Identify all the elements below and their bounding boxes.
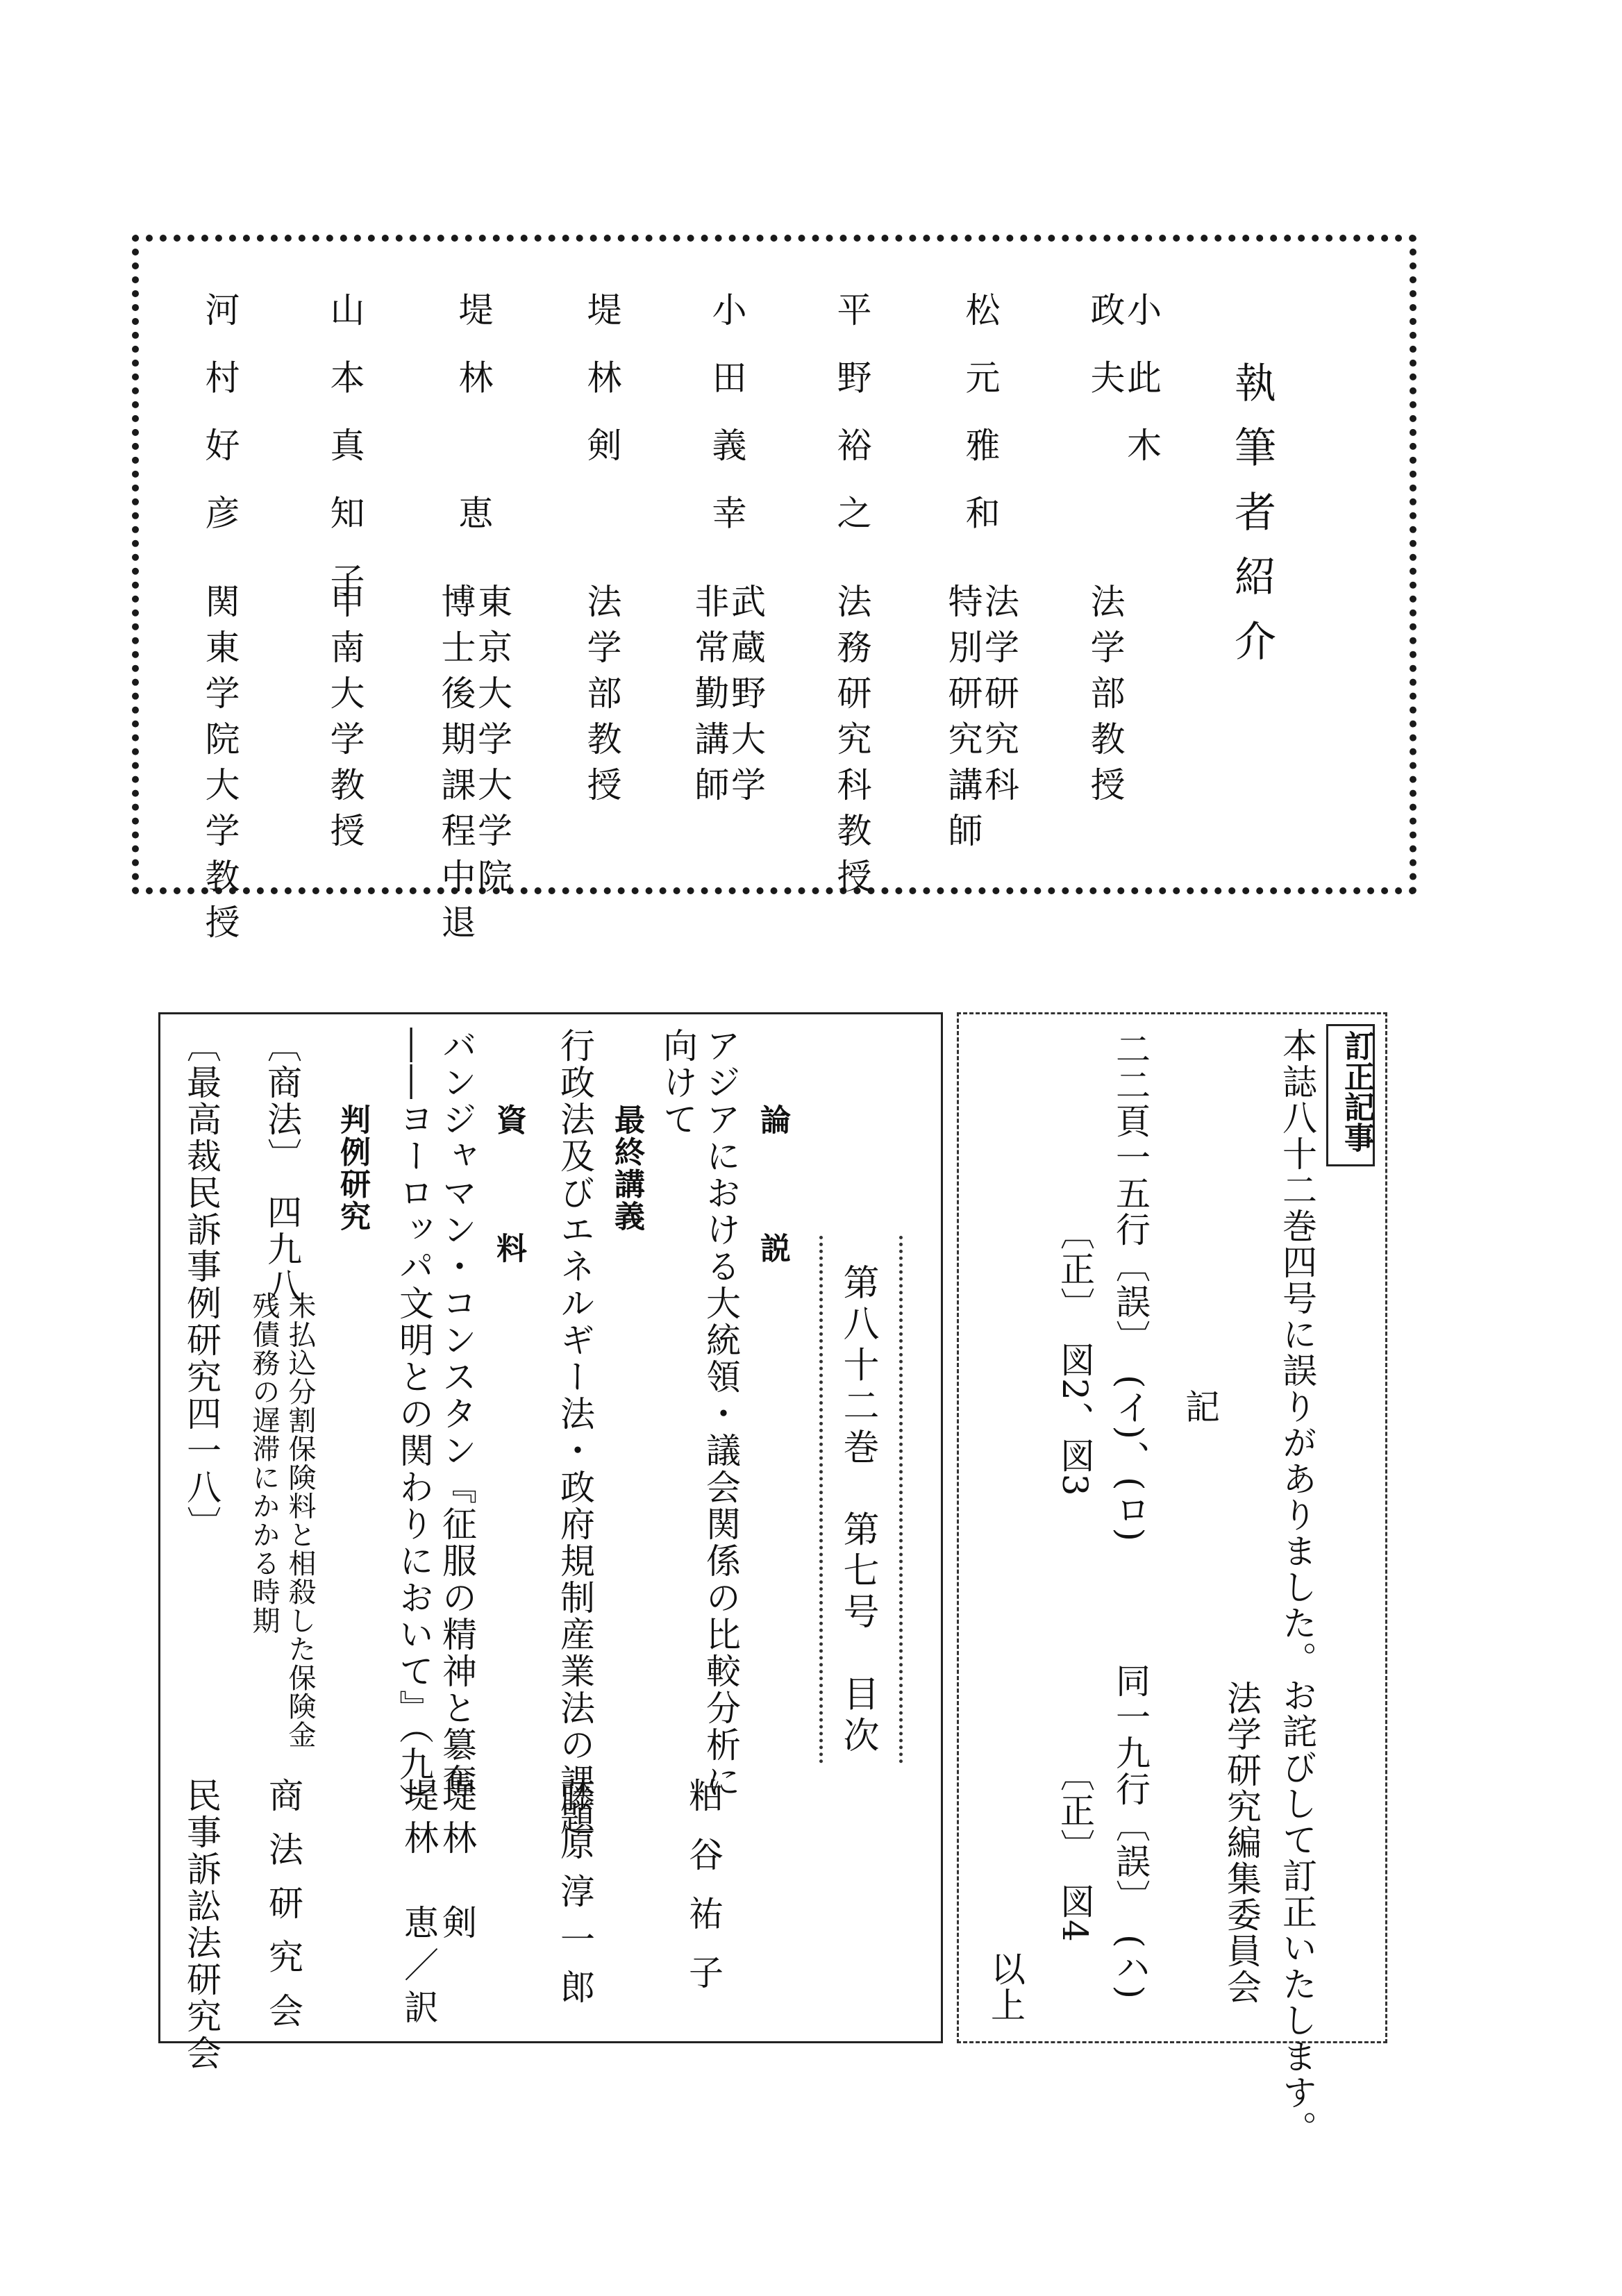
- toc-title: 第八十二巻 第七号 目次: [837, 1264, 878, 1758]
- contributor-name: 松元雅和: [960, 292, 1001, 562]
- contributor-name: 堤林 恵: [453, 292, 494, 562]
- contributors-title: 執筆者紹介: [1228, 361, 1276, 684]
- toc-entry-author: 藤原淳一郎: [555, 1777, 595, 2017]
- errata-row2-correct: 〔正〕 図4: [1055, 1757, 1095, 1943]
- errata-box: [957, 1012, 1387, 2043]
- toc-entry-tag: 〔最高裁民訴事例研究四一八〕: [181, 1028, 221, 1543]
- contributor-affiliation: 甲南大学教授: [324, 583, 365, 858]
- errata-ki: 記: [1180, 1389, 1220, 1425]
- toc-entry-title: バンジャマン・コンスタン『征服の精神と簒奪: [437, 1028, 477, 1800]
- errata-label: 訂正記事: [1339, 1030, 1374, 1153]
- section-heading-saishu: 最終講義: [609, 1104, 644, 1232]
- toc-entry-title: 残債務の遅滞にかかる時期: [248, 1291, 280, 1635]
- contributor-affiliation: 武蔵野大学 非常勤講師: [689, 583, 766, 812]
- section-heading-ronsetsu: 論 説: [755, 1104, 790, 1297]
- errata-signature: 法学研究編集委員会: [1221, 1680, 1262, 2005]
- contributor-affiliation: 法学部教授: [581, 583, 622, 812]
- contributor-name: 山本真知子: [324, 292, 365, 630]
- contributor-affiliation: 関東学院大学教授: [199, 583, 240, 950]
- errata-intro: 本誌八十二巻四号に誤りがありました。お詫びして訂正いたします。: [1277, 1028, 1317, 2147]
- errata-row2-error: 同一九行〔誤〕 (ハ): [1110, 1663, 1151, 2001]
- toc-title-frame: [819, 1236, 903, 1763]
- contributor-affiliation: 法学部教授: [1085, 583, 1126, 812]
- toc-entry-author: 堤林 剣 堤林 恵／訳: [399, 1777, 477, 2031]
- contributor-affiliation: 法務研究科教授: [831, 583, 872, 904]
- toc-entry-title: 行政法及びエネルギー法・政府規制産業法の課題: [555, 1028, 595, 1837]
- toc-entry-tag: 〔商法〕 四九八: [262, 1028, 302, 1305]
- toc-entry-author: 民事訴訟法研究会: [181, 1777, 221, 2072]
- contributor-name: 河村好彦: [199, 292, 240, 562]
- contributor-affiliation: 法学研究科 特別研究講師: [942, 583, 1019, 858]
- contributor-affiliation: 東京大学大学院 博士後期課程中退: [435, 583, 512, 950]
- contributor-name: 堤林剣: [581, 292, 622, 495]
- toc-entry-title: アジアにおける大統領・議会関係の比較分析に: [701, 1028, 741, 1800]
- toc-entry-author: 商法研究会: [263, 1777, 303, 2047]
- toc-entry-title: 向けて: [658, 1028, 698, 1138]
- contributor-name: 小田義幸: [706, 292, 747, 562]
- contributor-name: 平野裕之: [831, 292, 872, 562]
- toc-entry-author: 粕谷祐子: [683, 1777, 724, 2013]
- errata-row1-correct: 〔正〕 図2、図3: [1055, 1215, 1095, 1498]
- errata-label-frame: [1326, 1024, 1375, 1166]
- section-heading-shiryo: 資 料: [491, 1104, 526, 1297]
- contributor-name: 小此木 政夫: [1085, 292, 1162, 495]
- toc-entry-title: 未払込分割保険料と相殺した保険金: [284, 1291, 316, 1750]
- toc-entry-title: ――ヨーロッパ文明との関わりにおいて』（九）: [394, 1028, 434, 1820]
- errata-row1-error: 二二頁一五行〔誤〕 (イ)、(ロ): [1110, 1031, 1151, 1543]
- section-heading-hanrei: 判例研究: [335, 1104, 370, 1232]
- errata-end: 以上: [985, 1951, 1026, 2023]
